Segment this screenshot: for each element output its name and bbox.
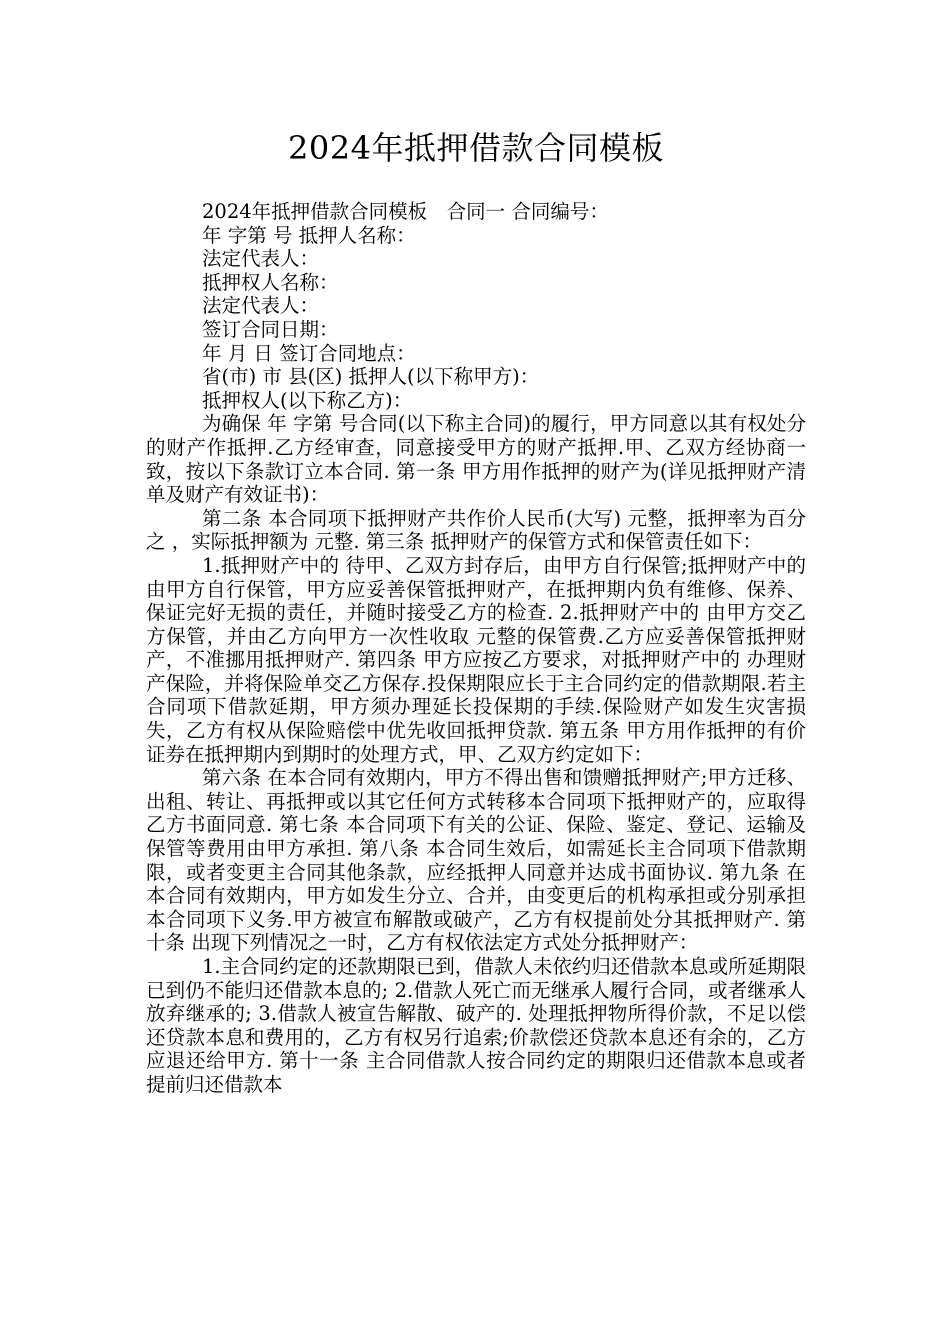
paragraph-article-6-10: 第六条 在本合同有效期内，甲方不得出售和馈赠抵押财产;甲方迁移、出租、转让、再抵押或以其它任何方式转移本合同项下抵押财产的，应取得乙方书面同意. 第七条 本合同项下有关的公证、保险、鉴定、登记、运输及保管等费用由甲方承担. 第八条 本合同生效后，如需延长主合同项下借款期限，或者变更主合同其他条款，应经抵押人同意并达成书面协议. 第九条 在本合同有效期内，甲方如发生分立、合并，由变更后的机构承担或分别承担本合同项下义务.甲方被宣布解散或破产，乙方有权提前处分其抵押财产. 第十条 出现下列情况之一时，乙方有权依法定方式处分抵押财产： — [146, 766, 806, 955]
header-line-mortgagee-name: 抵押权人名称： — [202, 270, 339, 294]
header-line-contract-no: 2024年抵押借款合同模板 合同一 合同编号： — [202, 200, 609, 223]
header-line-legal-rep-2: 法定代表人： — [202, 294, 320, 318]
document-body — [146, 200, 806, 1097]
document-title: 2024年抵押借款合同模板 — [288, 129, 664, 167]
header-line-party-b: 抵押权人(以下称乙方)： — [202, 388, 413, 412]
header-line-legal-rep-1: 法定代表人： — [202, 247, 320, 271]
paragraph-article-3-5: 1.抵押财产中的 待甲、乙双方封存后，由甲方自行保管;抵押财产中的 由甲方自行保管，甲方应妥善保管抵押财产，在抵押期内负有维修、保养、保证完好无损的责任，并随时接受乙方的检查. 2.抵押财产中的 由甲方交乙方保管，并由乙方向甲方一次性收取 元整的保管费.乙方应妥善保管抵押财产，不准挪用抵押财产. 第四条 甲方应按乙方要求，对抵押财产中的 办理财产保险，并将保险单交乙方保存.投保期限应长于主合同约定的借款期限.若主合同项下借款延期，甲方须办理延长投保期的手续.保险财产如发生灾害损失，乙方有权从保险赔偿中优先收回抵押贷款. 第五条 甲方用作抵押的有价证券在抵押期内到期时的处理方式，甲、乙双方约定如下： — [146, 553, 806, 766]
header-line-sign-date: 签订合同日期： — [202, 317, 339, 341]
header-line-mortgagor-name: 年 字第 号 抵押人名称： — [202, 223, 416, 247]
paragraph-article-2-3: 第二条 本合同项下抵押财产共作价人民币(大写) 元整，抵押率为百分之 ，实际抵押额为 元整. 第三条 抵押财产的保管方式和保管责任如下： — [146, 506, 806, 554]
header-line-sign-place: 年 月 日 签订合同地点： — [202, 341, 416, 365]
paragraph-preamble: 为确保 年 字第 号合同(以下称主合同)的履行，甲方同意以其有权处分的财产作抵押.乙方经审查，同意接受甲方的财产抵押.甲、乙双方经协商一致，按以下条款订立本合同. 第一条 甲方用作抵押的财产为(详见抵押财产清单及财产有效证书)： — [146, 412, 806, 507]
header-line-party-a: 省(市) 市 县(区) 抵押人(以下称甲方)： — [202, 365, 540, 389]
paragraph-article-10-11: 1.主合同约定的还款期限已到，借款人未依约归还借款本息或所延期限已到仍不能归还借款本息的; 2.借款人死亡而无继承人履行合同，或者继承人放弃继承的; 3.借款人被宣告解散、破产的. 处理抵押物所得价款，不足以偿还贷款本息和费用的，乙方有权另行追索;价款偿还贷款本息还有余的，乙方应退还给甲方. 第十一条 主合同借款人按合同约定的期限归还借款本息或者提前归还借款本 — [146, 955, 806, 1096]
